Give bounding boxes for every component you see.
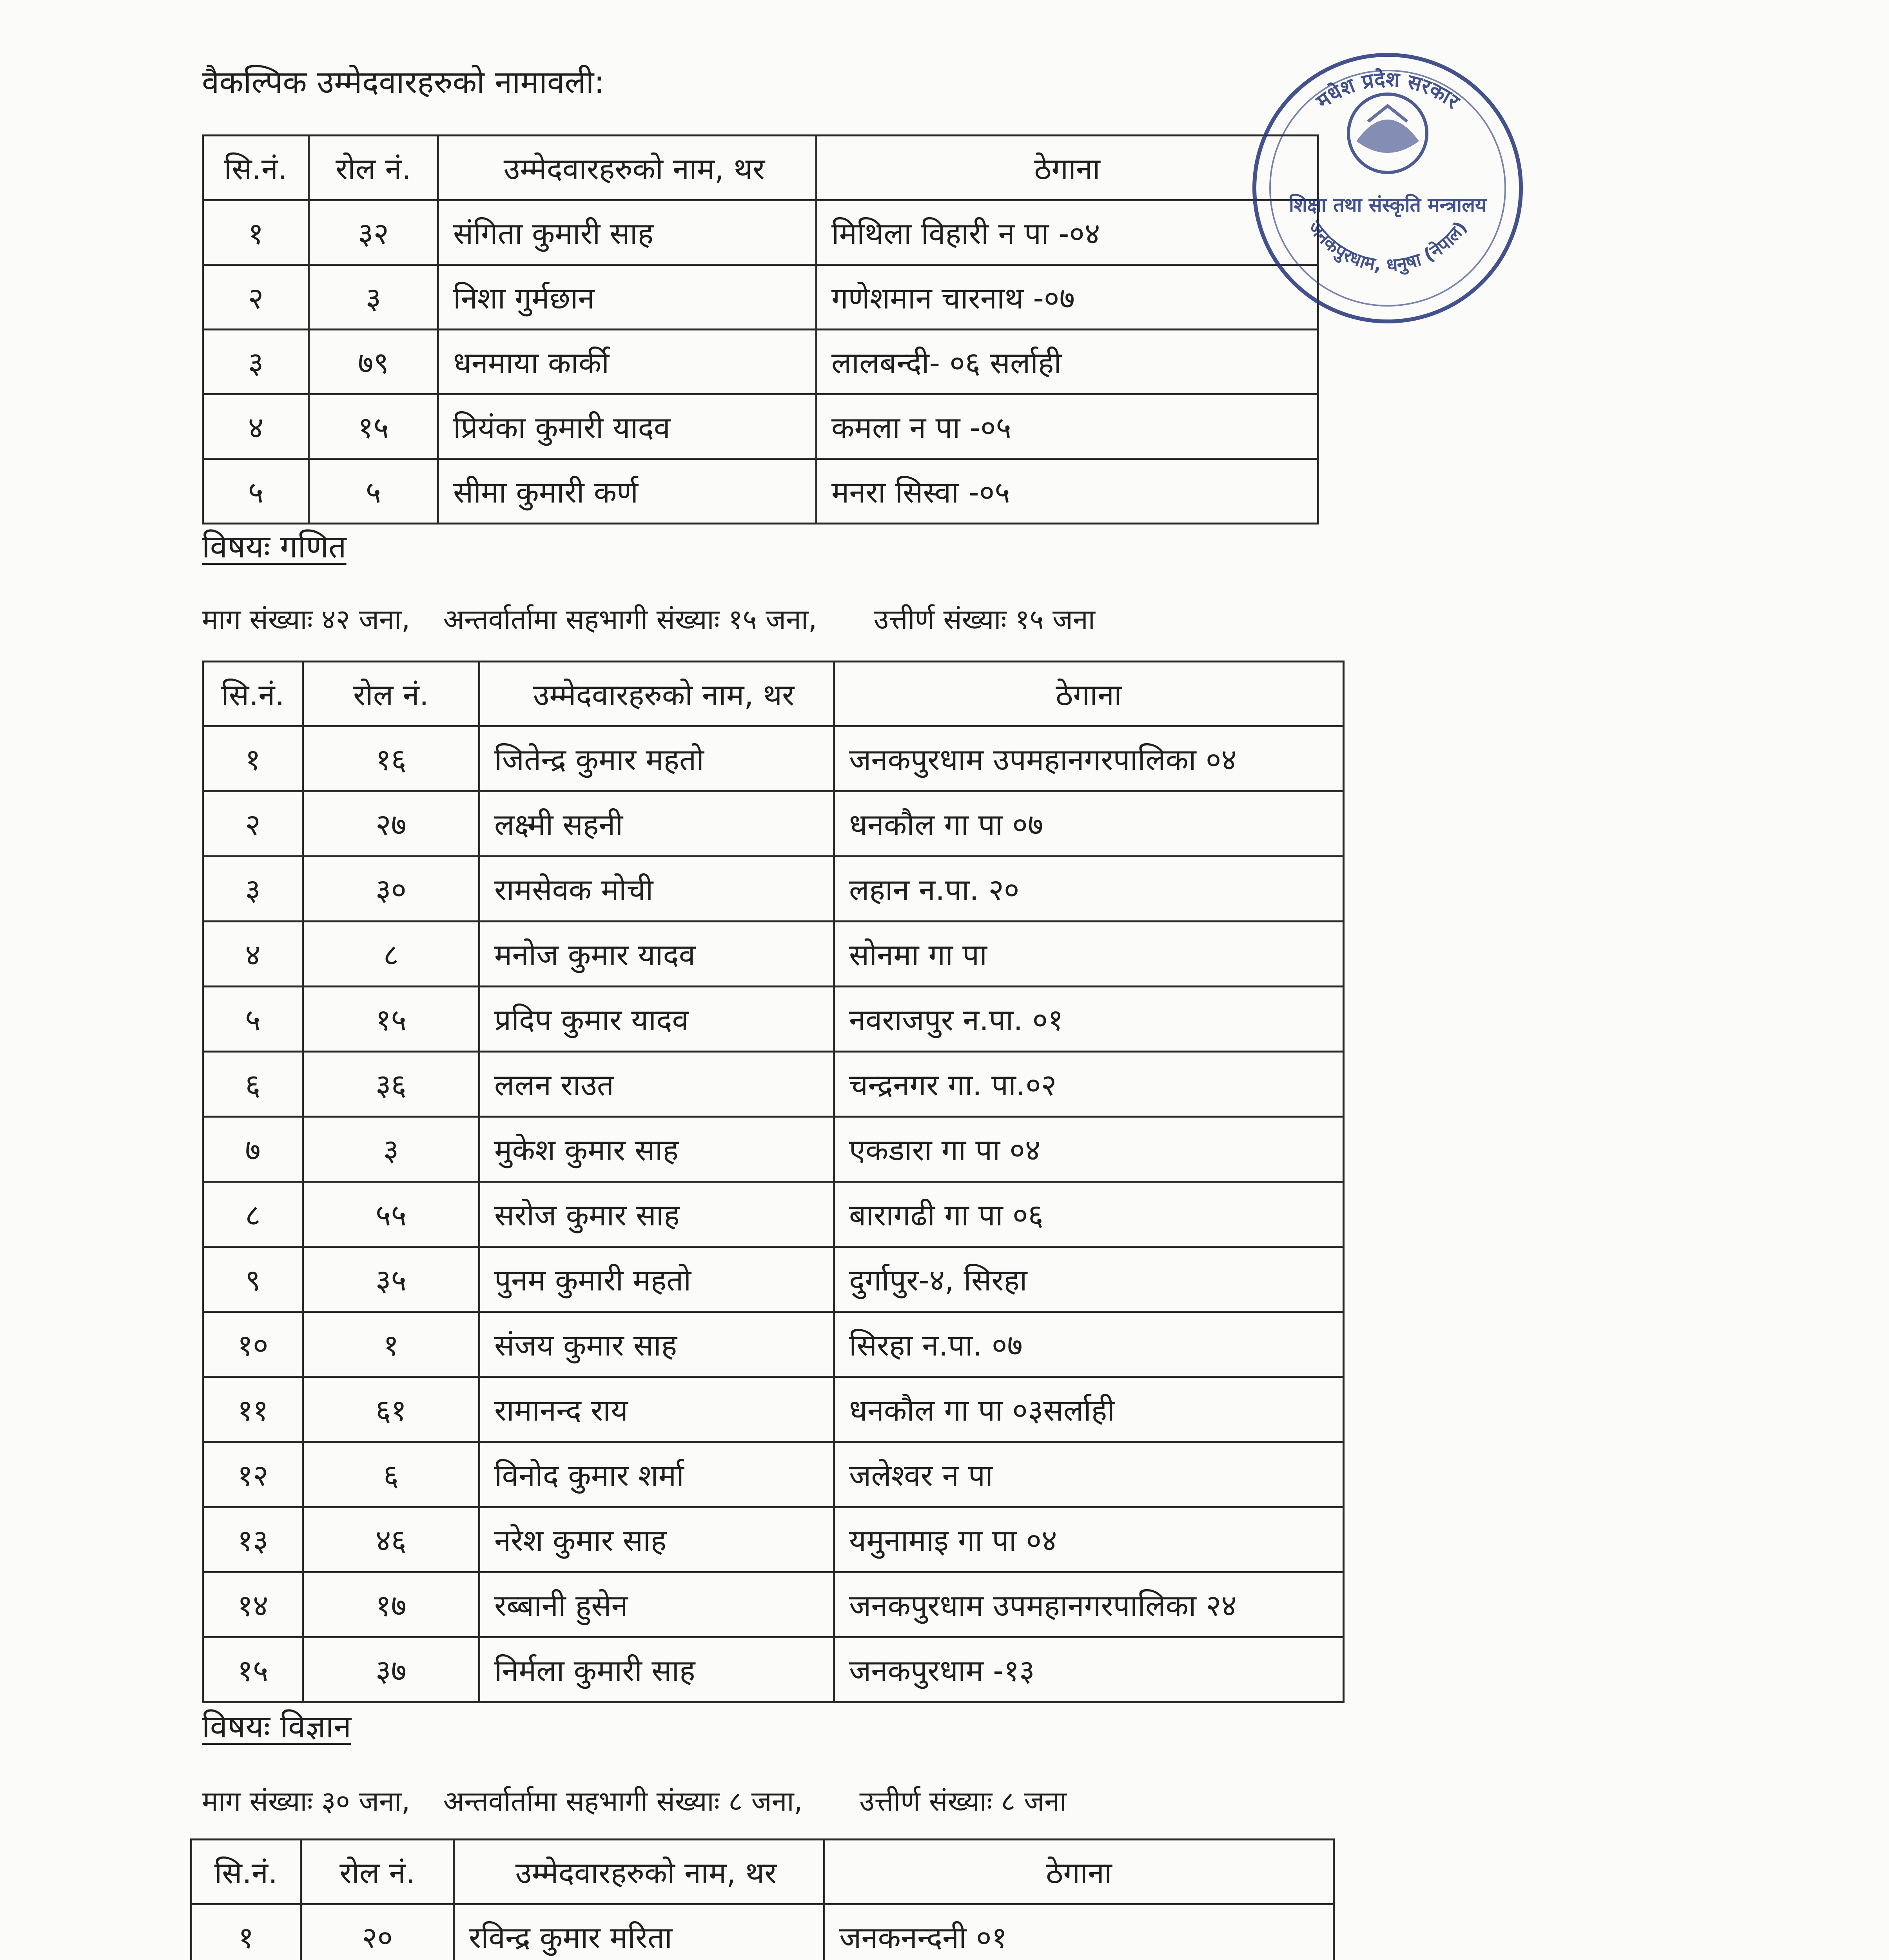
table-row	[203, 330, 1318, 394]
candidate-name-cell: मनोज कुमार यादव	[479, 922, 834, 987]
candidate-name-cell: सरोज कुमार साह	[479, 1182, 834, 1247]
math-demand-count: माग संख्याः ४२ जना,	[202, 603, 410, 635]
roll-cell: ३०	[303, 857, 479, 922]
serial-cell: ७	[203, 1117, 303, 1182]
address-cell: लहान न.पा. २०	[834, 857, 1344, 922]
address-cell: बारागढी गा पा ०६	[834, 1182, 1344, 1247]
candidate-name-cell: रब्बानी हुसेन	[479, 1572, 834, 1637]
address-cell: जलेश्वर न पा	[834, 1442, 1344, 1507]
table-header-row	[191, 1840, 1334, 1904]
roll-cell: ७९	[309, 330, 438, 394]
serial-cell: १	[191, 1904, 301, 1960]
candidate-name-cell: पुनम कुमारी महतो	[479, 1247, 834, 1312]
address-cell: कमला न पा -०५	[817, 394, 1318, 459]
col-header-name: उम्मेदवारहरुको नाम, थर	[438, 136, 817, 200]
math-participant-count: अन्तर्वार्तामा सहभागी संख्याः १५ जना,	[443, 603, 817, 635]
address-cell: दुर्गापुर-४, सिरहा	[834, 1247, 1344, 1312]
candidate-name-cell: सीमा कुमारी कर्ण	[438, 459, 817, 524]
address-cell: गणेशमान चारनाथ -०७	[817, 265, 1318, 330]
table-row	[203, 857, 1344, 922]
col-header-serial: सि.नं.	[191, 1840, 301, 1904]
address-cell: मिथिला विहारी न पा -०४	[817, 200, 1318, 265]
roll-cell: ३	[309, 265, 438, 330]
candidate-name-cell: जितेन्द्र कुमार महतो	[479, 726, 834, 791]
serial-cell: १४	[203, 1572, 303, 1637]
address-cell: जनकपुरधाम उपमहानगरपालिका २४	[834, 1572, 1344, 1637]
candidate-name-cell: प्रदिप कुमार यादव	[479, 987, 834, 1052]
serial-cell: १२	[203, 1442, 303, 1507]
roll-cell: २०	[301, 1904, 454, 1960]
candidate-name-cell: मुकेश कुमार साह	[479, 1117, 834, 1182]
svg-text:जनकपुरधाम, धनुषा (नेपाल)	[1304, 217, 1471, 276]
table-row	[203, 1247, 1344, 1312]
serial-cell: १३	[203, 1507, 303, 1572]
roll-cell: २७	[303, 791, 479, 857]
serial-cell: २	[203, 791, 303, 857]
table-row	[203, 726, 1344, 791]
col-header-address: ठेगाना	[824, 1840, 1334, 1904]
science-subject-heading: विषयः विज्ञान	[202, 1708, 352, 1745]
seal-ministry-text: शिक्षा तथा संस्कृति मन्त्रालय	[1288, 194, 1487, 216]
roll-cell: ३	[303, 1117, 479, 1182]
table-row	[203, 1637, 1344, 1702]
address-cell: चन्द्रनगर गा. पा.०२	[834, 1052, 1344, 1117]
roll-cell: ५	[309, 459, 438, 524]
serial-cell: ३	[203, 857, 303, 922]
alternate-candidates-table	[202, 134, 1319, 524]
serial-cell: ११	[203, 1377, 303, 1442]
science-stats-line	[202, 1785, 1067, 1817]
address-cell: सिरहा न.पा. ०७	[834, 1312, 1344, 1377]
table-row	[203, 922, 1344, 987]
address-cell: जनकपुरधाम -१३	[834, 1637, 1344, 1702]
address-cell: नवराजपुर न.पा. ०१	[834, 987, 1344, 1052]
candidate-name-cell: ललन राउत	[479, 1052, 834, 1117]
emblem-icon	[1348, 94, 1427, 172]
table-header-row	[203, 136, 1318, 200]
col-header-address: ठेगाना	[817, 136, 1318, 200]
serial-cell: ४	[203, 922, 303, 987]
seal-government-text: मधेश प्रदेश सरकार	[1312, 67, 1464, 114]
roll-cell: ३६	[303, 1052, 479, 1117]
address-cell: धनकौल गा पा ०७	[834, 791, 1344, 857]
candidate-name-cell: रामसेवक मोची	[479, 857, 834, 922]
table-header-row	[203, 662, 1344, 726]
table-row	[203, 1442, 1344, 1507]
serial-cell: ५	[203, 987, 303, 1052]
table-row	[203, 1377, 1344, 1442]
roll-cell: १७	[303, 1572, 479, 1637]
candidate-name-cell: संगिता कुमारी साह	[438, 200, 817, 265]
roll-cell: ६१	[303, 1377, 479, 1442]
roll-cell: ३७	[303, 1637, 479, 1702]
science-candidates-table	[190, 1838, 1335, 1960]
serial-cell: १	[203, 200, 309, 265]
serial-cell: ३	[203, 330, 309, 394]
address-cell: जनकनन्दनी ०१	[824, 1904, 1334, 1960]
serial-cell: २	[203, 265, 309, 330]
table-row	[203, 987, 1344, 1052]
table-row	[203, 1182, 1344, 1247]
col-header-roll: रोल नं.	[303, 662, 479, 726]
col-header-name: उम्मेदवारहरुको नाम, थर	[479, 662, 834, 726]
candidate-name-cell: निर्मला कुमारी साह	[479, 1637, 834, 1702]
roll-cell: ३५	[303, 1247, 479, 1312]
col-header-serial: सि.नं.	[203, 136, 309, 200]
candidate-name-cell: लक्ष्मी सहनी	[479, 791, 834, 857]
table-row	[203, 1572, 1344, 1637]
serial-cell: १	[203, 726, 303, 791]
col-header-roll: रोल नं.	[301, 1840, 454, 1904]
address-cell: जनकपुरधाम उपमहानगरपालिका ०४	[834, 726, 1344, 791]
serial-cell: १०	[203, 1312, 303, 1377]
col-header-serial: सि.नं.	[203, 662, 303, 726]
address-cell: लालबन्दी- ०६ सर्लाही	[817, 330, 1318, 394]
official-seal-stamp	[1239, 39, 1537, 337]
roll-cell: ४६	[303, 1507, 479, 1572]
table-row	[203, 265, 1318, 330]
roll-cell: ६	[303, 1442, 479, 1507]
roll-cell: १	[303, 1312, 479, 1377]
serial-cell: १५	[203, 1637, 303, 1702]
serial-cell: ८	[203, 1182, 303, 1247]
col-header-name: उम्मेदवारहरुको नाम, थर	[454, 1840, 824, 1904]
table-row	[203, 200, 1318, 265]
roll-cell: १६	[303, 726, 479, 791]
roll-cell: १५	[309, 394, 438, 459]
serial-cell: ५	[203, 459, 309, 524]
serial-cell: ९	[203, 1247, 303, 1312]
table-row	[203, 1117, 1344, 1182]
seal-place-text: जनकपुरधाम, धनुषा (नेपाल)	[1304, 217, 1471, 276]
math-passed-count: उत्तीर्ण संख्याः १५ जना	[873, 603, 1095, 635]
table-row	[203, 394, 1318, 459]
roll-cell: १५	[303, 987, 479, 1052]
candidate-name-cell: रविन्द्र कुमार मरिता	[454, 1904, 824, 1960]
table-row	[203, 459, 1318, 524]
serial-cell: ४	[203, 394, 309, 459]
candidate-name-cell: धनमाया कार्की	[438, 330, 817, 394]
math-subject-heading: विषयः गणित	[202, 528, 347, 565]
math-candidates-table	[202, 661, 1345, 1703]
col-header-address: ठेगाना	[834, 662, 1344, 726]
roll-cell: ५५	[303, 1182, 479, 1247]
math-stats-line	[202, 603, 1095, 635]
roll-cell: ३२	[309, 200, 438, 265]
address-cell: सोनमा गा पा	[834, 922, 1344, 987]
science-passed-count: उत्तीर्ण संख्याः ८ जना	[859, 1785, 1067, 1817]
roll-cell: ८	[303, 922, 479, 987]
candidate-name-cell: निशा गुर्मछान	[438, 265, 817, 330]
science-participant-count: अन्तर्वार्तामा सहभागी संख्याः ८ जना,	[443, 1785, 803, 1817]
candidate-name-cell: नरेश कुमार साह	[479, 1507, 834, 1572]
table-row	[203, 1052, 1344, 1117]
col-header-roll: रोल नं.	[309, 136, 438, 200]
address-cell: यमुनामाइ गा पा ०४	[834, 1507, 1344, 1572]
table-row	[203, 1312, 1344, 1377]
alternate-list-heading: वैकल्पिक उम्मेदवारहरुको नामावली:	[202, 64, 605, 100]
table-row	[191, 1904, 1334, 1960]
candidate-name-cell: संजय कुमार साह	[479, 1312, 834, 1377]
address-cell: एकडारा गा पा ०४	[834, 1117, 1344, 1182]
science-demand-count: माग संख्याः ३० जना,	[202, 1785, 410, 1817]
candidate-name-cell: रामानन्द राय	[479, 1377, 834, 1442]
candidate-name-cell: प्रियंका कुमारी यादव	[438, 394, 817, 459]
table-row	[203, 1507, 1344, 1572]
address-cell: मनरा सिस्वा -०५	[817, 459, 1318, 524]
candidate-name-cell: विनोद कुमार शर्मा	[479, 1442, 834, 1507]
address-cell: धनकौल गा पा ०३सर्लाही	[834, 1377, 1344, 1442]
table-row	[203, 791, 1344, 857]
serial-cell: ६	[203, 1052, 303, 1117]
